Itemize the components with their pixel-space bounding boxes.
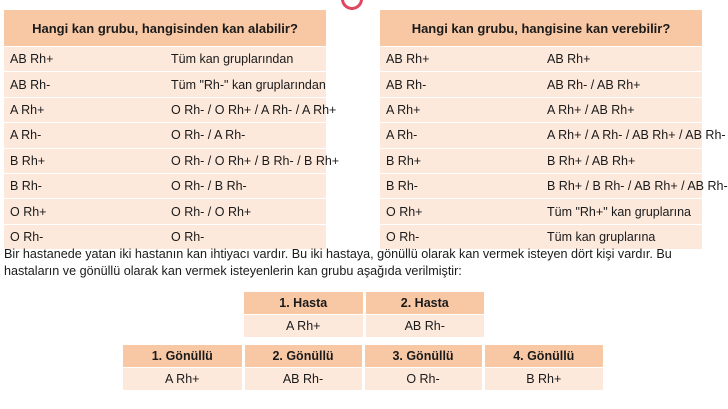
decorative-circle-icon (341, 0, 363, 10)
table-row (380, 97, 702, 122)
patient-header: 2. Hasta (364, 292, 484, 315)
blood-type-cell: A Rh+ (380, 97, 541, 122)
donor-header: 1. Gönüllü (123, 345, 243, 368)
receive-compatibility-table (4, 10, 340, 249)
donors-table (123, 345, 603, 390)
give-to-cell: B Rh+ / B Rh- / AB Rh+ / AB Rh- (541, 173, 702, 198)
give-to-cell: A Rh+ / A Rh- / AB Rh+ / AB Rh- (541, 123, 702, 148)
table-row (4, 47, 326, 72)
donor-header: 3. Gönüllü (363, 345, 483, 368)
donor-blood-type: O Rh- (363, 368, 483, 391)
problem-paragraph (4, 246, 708, 280)
donor-header: 4. Gönüllü (483, 345, 603, 368)
give-to-cell: Tüm "Rh+" kan gruplarına (541, 199, 702, 224)
receive-from-cell: O Rh- / O Rh+ (165, 199, 326, 224)
give-compatibility-table (380, 10, 728, 249)
donor-blood-type: A Rh+ (123, 368, 243, 391)
blood-type-cell: O Rh+ (380, 199, 541, 224)
blood-type-cell: B Rh- (4, 173, 165, 198)
table-row (380, 72, 702, 97)
blood-type-cell: AB Rh+ (380, 47, 541, 72)
receive-from-cell: O Rh- (165, 224, 326, 249)
blood-type-cell: B Rh+ (4, 148, 165, 173)
table-row (380, 123, 702, 148)
donor-blood-type: B Rh+ (483, 368, 603, 391)
blood-type-cell: A Rh- (380, 123, 541, 148)
blood-type-cell: AB Rh- (4, 72, 165, 97)
table-row (380, 199, 702, 224)
table-row (4, 72, 326, 97)
patient-header: 1. Hasta (244, 292, 364, 315)
blood-type-cell: AB Rh- (380, 72, 541, 97)
give-to-cell: Tüm kan gruplarına (541, 224, 702, 249)
paragraph-line: hastaların ve gönüllü olarak kan vermek isteyenlerin kan grubu aşağıda verilmiştir: (4, 264, 462, 278)
receive-from-cell: Tüm kan gruplarından (165, 47, 326, 72)
blood-type-cell: B Rh+ (380, 148, 541, 173)
blood-type-cell: O Rh- (4, 224, 165, 249)
blood-type-cell: A Rh+ (4, 97, 165, 122)
table-row (4, 173, 326, 198)
give-to-cell: B Rh+ / AB Rh+ (541, 148, 702, 173)
donor-header: 2. Gönüllü (243, 345, 363, 368)
table-row (4, 148, 326, 173)
give-table-title: Hangi kan grubu, hangisine kan verebilir? (380, 10, 702, 47)
patient-blood-type: AB Rh- (364, 315, 484, 338)
patients-table (244, 292, 484, 337)
receive-from-cell: O Rh- / B Rh- (165, 173, 326, 198)
table-row (244, 315, 484, 338)
receive-from-cell: Tüm "Rh-" kan gruplarından (165, 72, 326, 97)
receive-table-title: Hangi kan grubu, hangisinden kan alabilir? (4, 10, 326, 47)
receive-from-cell: O Rh- / O Rh+ / B Rh- / B Rh+ (165, 148, 326, 173)
paragraph-line: Bir hastanede yatan iki hastanın kan ihtiyacı vardır. Bu iki hastaya, gönüllü olarak kan vermek isteyen dört kişi vardır. Bu (4, 247, 672, 261)
table-row (4, 199, 326, 224)
receive-from-cell: O Rh- / A Rh- (165, 123, 326, 148)
give-to-cell: AB Rh+ (541, 47, 702, 72)
donor-blood-type: AB Rh- (243, 368, 363, 391)
blood-type-cell: B Rh- (380, 173, 541, 198)
blood-type-cell: O Rh- (380, 224, 541, 249)
table-row (4, 97, 326, 122)
patient-blood-type: A Rh+ (244, 315, 364, 338)
blood-type-cell: O Rh+ (4, 199, 165, 224)
table-row (380, 173, 702, 198)
table-row (4, 123, 326, 148)
receive-from-cell: O Rh- / O Rh+ / A Rh- / A Rh+ (165, 97, 326, 122)
table-row (380, 148, 702, 173)
table-row (380, 47, 702, 72)
give-to-cell: A Rh+ / AB Rh+ (541, 97, 702, 122)
blood-type-cell: A Rh- (4, 123, 165, 148)
table-row (123, 368, 603, 391)
blood-type-cell: AB Rh+ (4, 47, 165, 72)
give-to-cell: AB Rh- / AB Rh+ (541, 72, 702, 97)
